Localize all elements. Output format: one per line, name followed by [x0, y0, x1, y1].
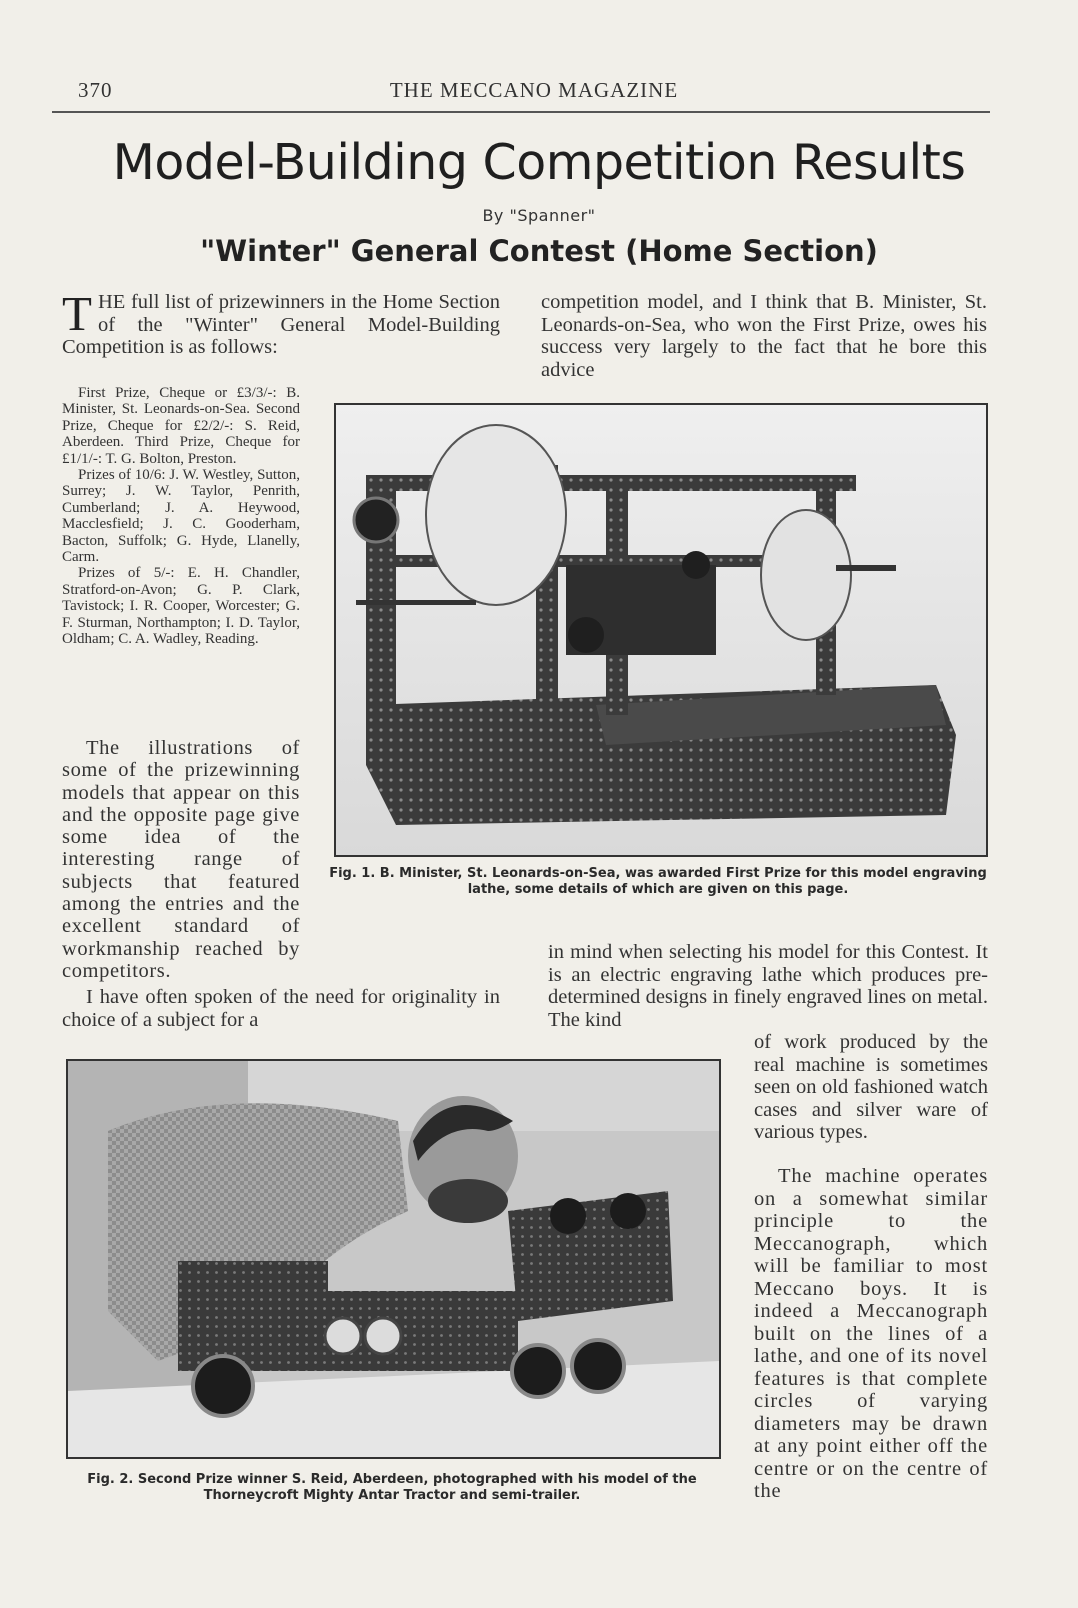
prize-paragraph: First Prize, Cheque or £3/3/-: B. Minister, St. Leonards-on-Sea. Second Prize, Cheque for £2/2/-: S. Reid, Aberdeen. Third Prize, Cheque for £1/1/-: T. G. Bolton, Preston.: [62, 385, 300, 467]
drop-cap: T: [62, 286, 92, 341]
figure-1-caption: Fig. 1. B. Minister, St. Leonards-on-Sea, was awarded First Prize for this model engraving lathe, some details of which are given on this page.: [329, 866, 987, 897]
figure-2-tractor-photo: [66, 1059, 721, 1459]
prize-paragraph: Prizes of 10/6: J. W. Westley, Sutton, Surrey; J. W. Taylor, Penrith, Cumberland; J. A. Heywood, Macclesfield; J. C. Gooderham, Bacton, Suffolk; G. Hyde, Llanelly, Carm.: [62, 467, 300, 566]
page-number: 370: [78, 78, 113, 102]
column2-narrow-text-a: of work produced by the real machine is sometimes seen on old fashioned watch cases and silver ware of various types.: [754, 1031, 988, 1143]
intro-text: HE full list of prizewinners in the Home Section of the "Winter" General Model-Building Competition is as follows:: [62, 291, 500, 358]
left-disc: [426, 425, 566, 605]
tractor-cab: [178, 1261, 328, 1371]
column2-mid-paragraph: [548, 941, 988, 1031]
column2-top-paragraph: [541, 291, 987, 381]
column2-narrow-paragraph-a: [754, 1031, 988, 1144]
figure-2-caption: Fig. 2. Second Prize winner S. Reid, Aberdeen, photographed with his model of the Thorneycroft Mighty Antar Tractor and semi-trailer.: [87, 1472, 697, 1503]
column2-narrow-paragraph-b: [754, 1165, 988, 1503]
column2-top-text: competition model, and I think that B. Minister, St. Leonards-on-Sea, who won the First Prize, owes his success very largely to the fact that he bore this advice: [541, 291, 987, 381]
header-rule: [52, 111, 990, 113]
article-title: Model-Building Competition Results: [112, 134, 966, 191]
semi-trailer: [508, 1191, 673, 1321]
running-head: [78, 76, 990, 104]
byline: By "Spanner": [482, 206, 596, 225]
prize-paragraph: Prizes of 5/-: E. H. Chandler, Stratford-on-Avon; G. P. Clark, Tavistock; I. R. Cooper, Worcester; G. F. Sturman, Northampton; I. D. Taylor, Oldham; C. A. Wadley, Reading.: [62, 565, 300, 648]
article-subtitle: "Winter" General Contest (Home Section): [200, 234, 878, 268]
illustrations-paragraph-narrow: [62, 737, 300, 982]
right-disc: [761, 510, 851, 640]
intro-paragraph: [62, 286, 500, 359]
illustrations-text: The illustrations of some of the prizewinning models that appear on this and the opposite page give some idea of the interesting range of subjects that featured among the entries and the excellent standard of workmanship reached by competitors.: [62, 737, 300, 982]
originality-text: I have often spoken of the need for originality in choice of a subject for a: [62, 986, 500, 1031]
lathe-illustration: [336, 405, 986, 855]
figure-1-engraving-lathe-photo: [334, 403, 988, 857]
tractor-illustration: [68, 1061, 719, 1457]
originality-paragraph: [62, 986, 500, 1031]
prize-list: [62, 385, 300, 648]
column2-narrow-text-b: The machine operates on a somewhat similar principle to the Meccanograph, which will be familiar to most Meccano boys. It is indeed a Meccanograph built on the lines of a lathe, and one of its novel features is that complete circles of varying diameters may be drawn at any point either off the centre or on the centre of the: [754, 1165, 988, 1502]
magazine-title: THE MECCANO MAGAZINE: [389, 78, 679, 102]
column2-mid-text: in mind when selecting his model for this Contest. It is an electric engraving lathe which produces pre-determined designs in finely engraved lines on metal. The kind: [548, 941, 988, 1031]
